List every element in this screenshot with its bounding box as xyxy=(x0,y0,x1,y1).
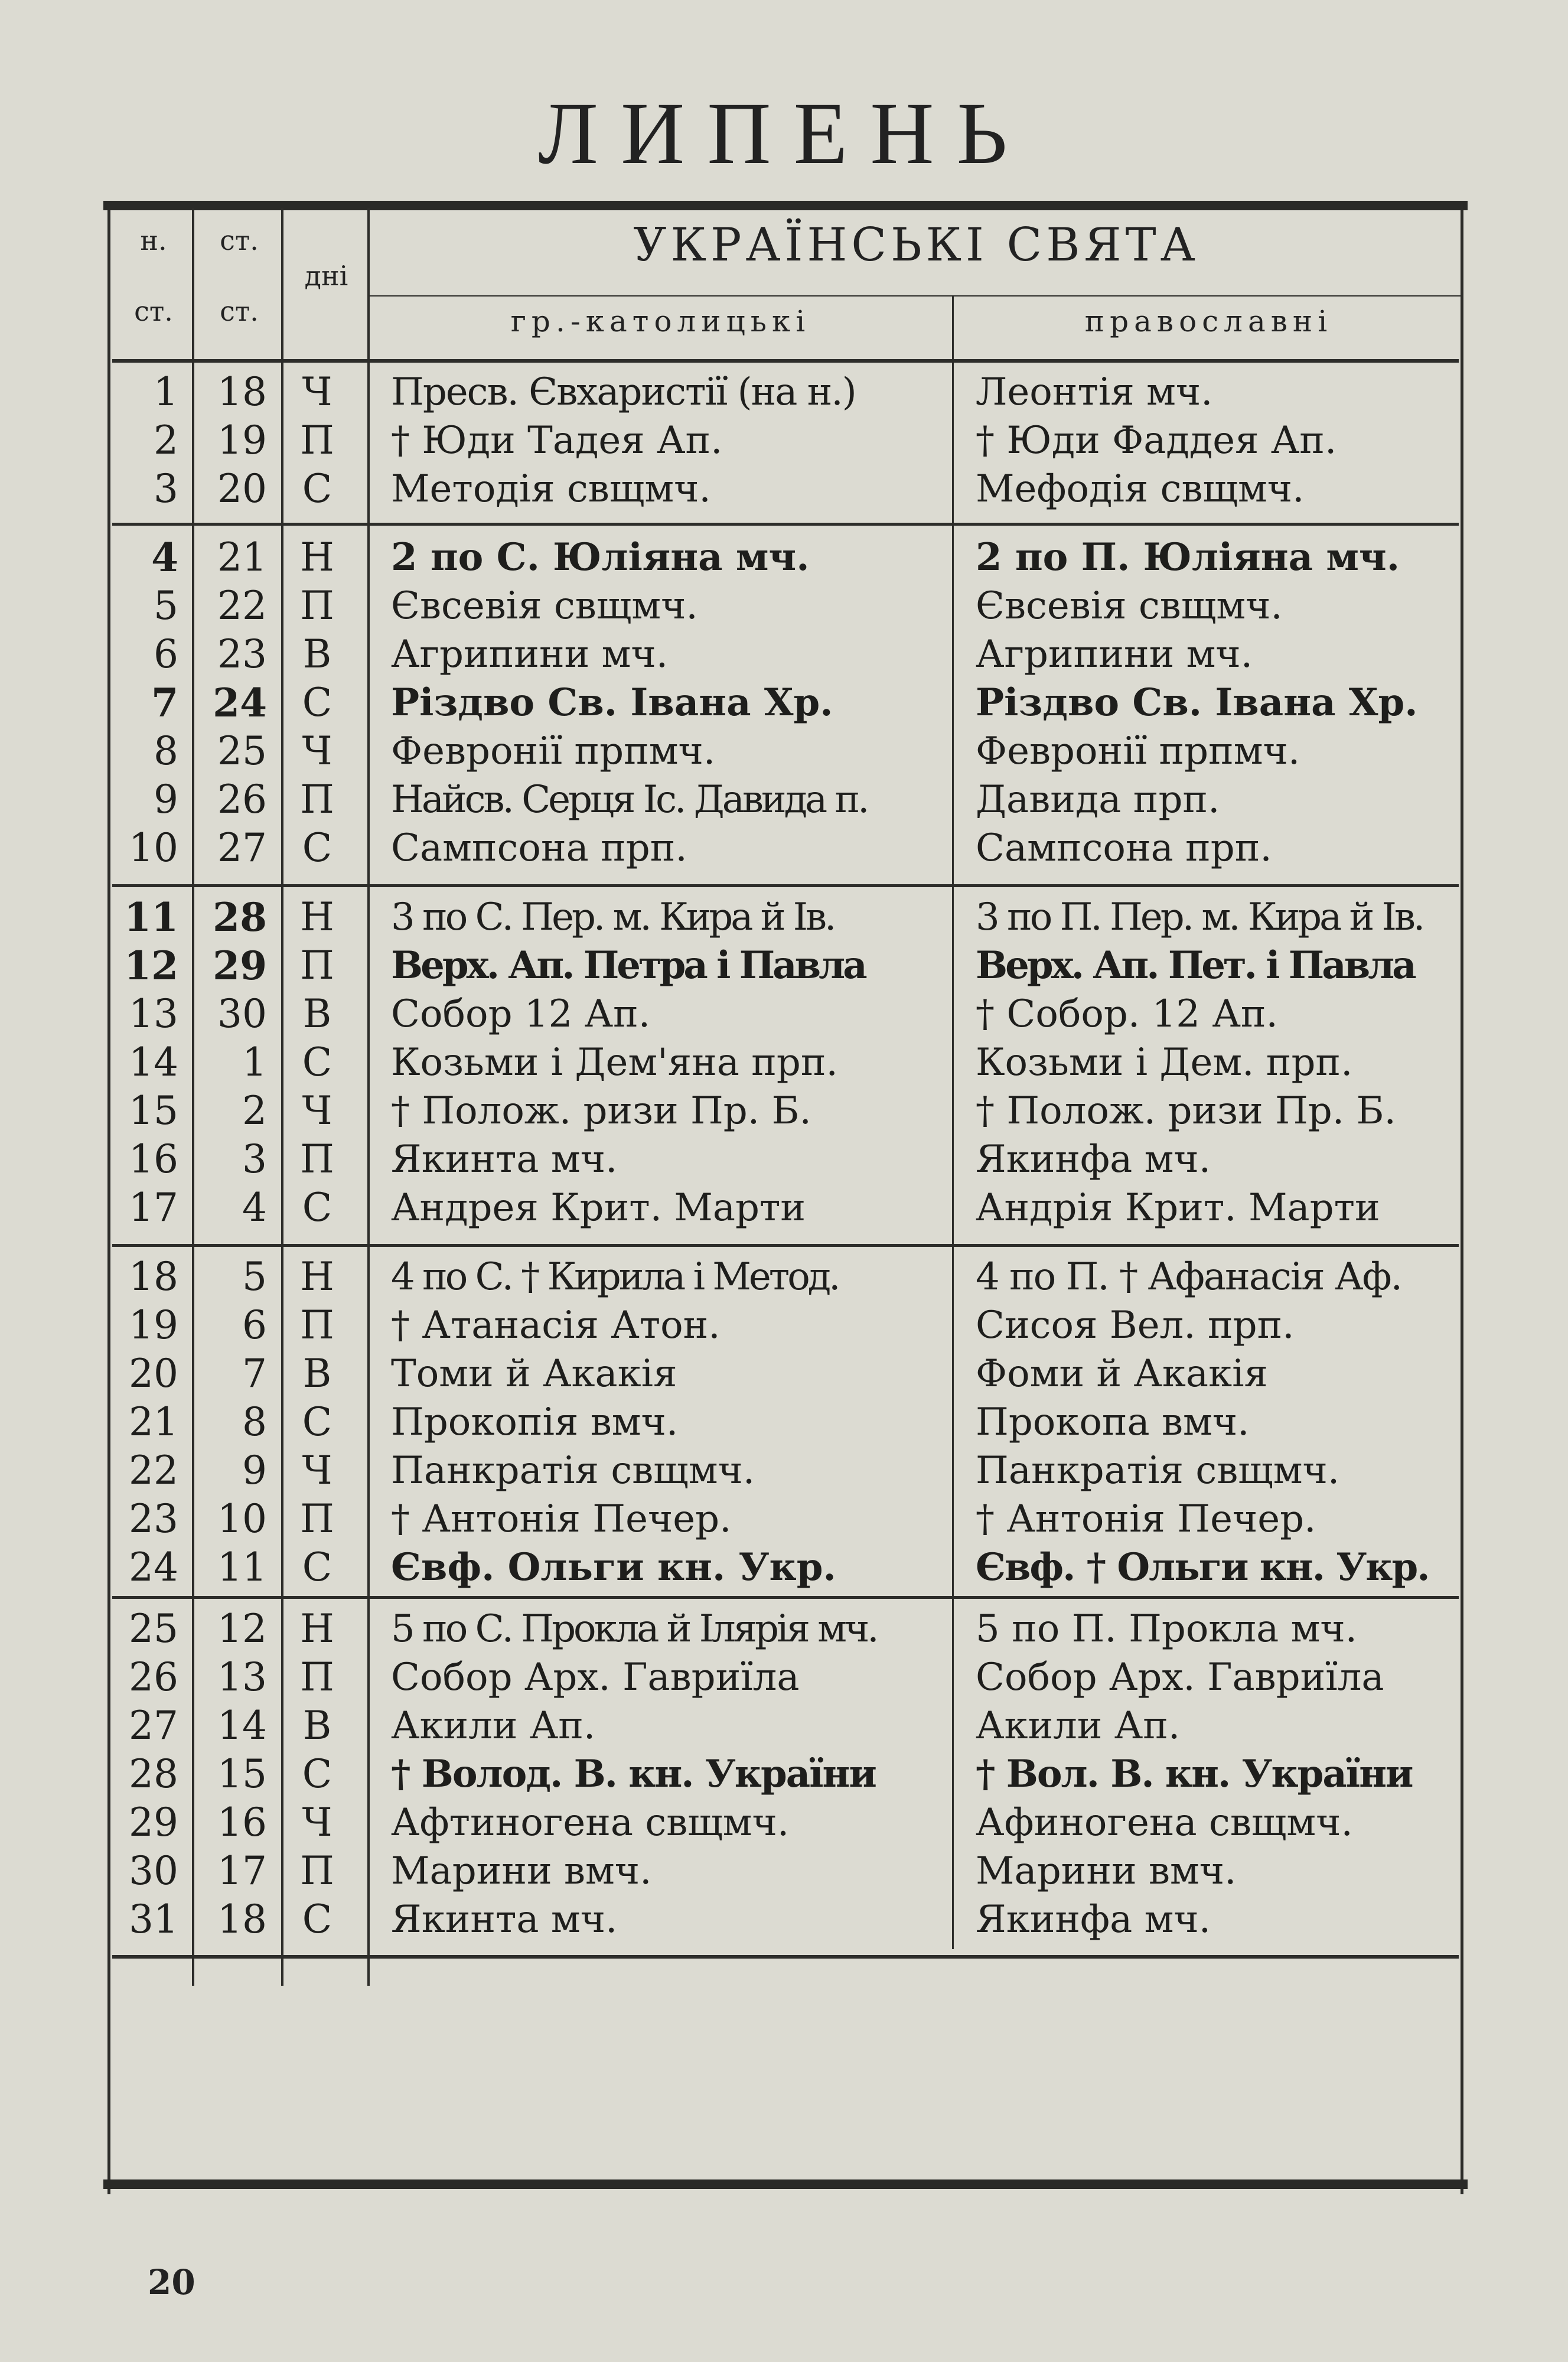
old-style-date: 22 xyxy=(217,583,267,628)
weekday: С xyxy=(302,1185,332,1230)
catholic-holiday: † Атанасія Атон. xyxy=(391,1304,721,1347)
month-title: ЛИПЕНЬ xyxy=(538,84,1030,183)
orthodox-holiday: Різдво Св. Івана Хр. xyxy=(976,680,1418,725)
new-style-date: 25 xyxy=(129,1606,178,1651)
catholic-holiday: Акили Ап. xyxy=(391,1704,596,1748)
old-style-date: 25 xyxy=(217,728,267,774)
weekday: С xyxy=(302,1399,332,1445)
orthodox-holiday: Верх. Ап. Пет. і Павла xyxy=(976,943,1414,988)
holidays-subrule xyxy=(369,295,1463,297)
old-style-date: 19 xyxy=(217,418,267,463)
old-style-date: 24 xyxy=(213,680,267,726)
table-row xyxy=(107,1495,1463,1543)
orthodox-holiday: † Юди Фаддея Ап. xyxy=(976,419,1337,462)
new-style-date: 15 xyxy=(129,1088,178,1133)
new-style-date: 12 xyxy=(124,943,178,989)
weekday: С xyxy=(302,1751,332,1797)
header-new-style-bottom: ст. xyxy=(134,295,173,327)
old-style-date: 7 xyxy=(242,1351,267,1396)
new-style-date: 24 xyxy=(129,1545,178,1590)
table-row xyxy=(107,1446,1463,1495)
orthodox-holiday: Андрія Крит. Марти xyxy=(976,1186,1380,1230)
weekday: П xyxy=(300,1136,334,1182)
table-row xyxy=(107,824,1463,872)
weekday: С xyxy=(302,466,332,512)
old-style-date: 23 xyxy=(217,631,267,677)
header-catholic: гр.-католицькі xyxy=(510,304,811,338)
catholic-holiday: Євф. Ольги кн. Укр. xyxy=(391,1545,836,1589)
catholic-holiday: † Антонія Печер. xyxy=(391,1497,732,1541)
catholic-holiday: Козьми і Дем'яна прп. xyxy=(391,1041,838,1084)
old-style-date: 9 xyxy=(242,1448,267,1493)
old-style-date: 26 xyxy=(217,777,267,822)
table-row xyxy=(107,1135,1463,1184)
new-style-date: 17 xyxy=(129,1185,178,1230)
table-row xyxy=(107,1038,1463,1087)
new-style-date: 22 xyxy=(129,1448,178,1493)
weekday: П xyxy=(300,1302,334,1348)
orthodox-holiday: Февронії прпмч. xyxy=(976,729,1300,773)
new-style-date: 7 xyxy=(151,680,178,726)
new-style-date: 6 xyxy=(154,631,178,677)
weekday: П xyxy=(300,777,334,822)
new-style-date: 11 xyxy=(124,894,178,940)
catholic-holiday: Євсевія свщмч. xyxy=(391,584,698,628)
table-row xyxy=(107,582,1463,630)
catholic-holiday: Верх. Ап. Петра і Павла xyxy=(391,943,865,988)
table-row xyxy=(107,893,1463,941)
old-style-date: 16 xyxy=(217,1800,267,1845)
catholic-holiday: Якинта мч. xyxy=(391,1138,618,1181)
table-row xyxy=(107,368,1463,416)
table-row xyxy=(107,1087,1463,1135)
old-style-date: 30 xyxy=(217,991,267,1037)
new-style-date: 23 xyxy=(129,1496,178,1542)
old-style-date: 15 xyxy=(217,1751,267,1797)
orthodox-holiday: Агрипини мч. xyxy=(976,633,1253,676)
table-row xyxy=(107,1750,1463,1799)
table-row xyxy=(107,776,1463,824)
old-style-date: 11 xyxy=(217,1545,267,1590)
header-orthodox: православні xyxy=(1084,304,1333,338)
orthodox-holiday: 2 по П. Юліяна мч. xyxy=(976,535,1400,579)
table-row xyxy=(107,1799,1463,1847)
catholic-holiday: Андрея Крит. Марти xyxy=(391,1186,806,1230)
weekday: П xyxy=(300,1496,334,1542)
week-separator xyxy=(112,884,1459,887)
orthodox-holiday: Акили Ап. xyxy=(976,1704,1181,1748)
new-style-date: 26 xyxy=(129,1654,178,1700)
new-style-date: 9 xyxy=(154,777,178,822)
catholic-holiday: Найсв. Серця Іс. Давида п. xyxy=(391,778,868,822)
weekday: Ч xyxy=(302,369,332,415)
orthodox-holiday: Марини вмч. xyxy=(976,1849,1237,1893)
header-days: дні xyxy=(304,260,348,292)
week-separator xyxy=(112,1244,1459,1247)
catholic-holiday: Агрипини мч. xyxy=(391,633,669,676)
weekday: С xyxy=(302,1545,332,1590)
table-row xyxy=(107,1184,1463,1232)
orthodox-holiday: Фоми й Акакія xyxy=(976,1352,1268,1396)
holidays-title: УКРАЇНСЬКІ СВЯТА xyxy=(633,219,1199,272)
table-row xyxy=(107,630,1463,679)
orthodox-holiday: Якинфа мч. xyxy=(976,1138,1211,1181)
new-style-date: 5 xyxy=(154,583,178,628)
old-style-date: 3 xyxy=(242,1136,267,1182)
orthodox-holiday: † Антонія Печер. xyxy=(976,1497,1316,1541)
catholic-holiday: 3 по С. Пер. м. Кира й Ів. xyxy=(391,895,834,939)
new-style-date: 3 xyxy=(154,466,178,512)
table-body-bottom-rule xyxy=(112,1955,1459,1959)
orthodox-holiday: Прокопа вмч. xyxy=(976,1400,1250,1444)
catholic-holiday: Якинта мч. xyxy=(391,1898,618,1941)
header-old-style-bottom: ст. xyxy=(220,295,259,327)
header-old-style-top: ст. xyxy=(220,224,259,256)
table-row xyxy=(107,1543,1463,1592)
weekday: Ч xyxy=(302,1800,332,1845)
table-row xyxy=(107,1350,1463,1398)
table-row xyxy=(107,727,1463,776)
new-style-date: 1 xyxy=(154,369,178,415)
weekday: Н xyxy=(300,1254,334,1299)
week-separator xyxy=(112,1596,1459,1599)
old-style-date: 18 xyxy=(217,1897,267,1942)
old-style-date: 18 xyxy=(217,369,267,415)
new-style-date: 19 xyxy=(129,1302,178,1348)
new-style-date: 18 xyxy=(129,1254,178,1299)
catholic-holiday: 5 по С. Прокла й Ілярія мч. xyxy=(391,1607,877,1651)
catholic-holiday: Февронії прпмч. xyxy=(391,729,716,773)
table-row xyxy=(107,941,1463,990)
catholic-holiday: Томи й Акакія xyxy=(391,1352,677,1396)
old-style-date: 5 xyxy=(242,1254,267,1299)
weekday: Ч xyxy=(302,728,332,774)
catholic-holiday: Різдво Св. Івана Хр. xyxy=(391,680,833,725)
catholic-holiday: 2 по С. Юліяна мч. xyxy=(391,535,810,579)
catholic-holiday: Собор Арх. Гавриїла xyxy=(391,1656,800,1699)
catholic-holiday: † Волод. В. кн. України xyxy=(391,1752,876,1796)
catholic-holiday: Марини вмч. xyxy=(391,1849,652,1893)
table-row xyxy=(107,1253,1463,1301)
new-style-date: 4 xyxy=(151,535,178,581)
catholic-holiday: Прокопія вмч. xyxy=(391,1400,679,1444)
old-style-date: 17 xyxy=(217,1848,267,1894)
table-row xyxy=(107,465,1463,513)
old-style-date: 12 xyxy=(217,1606,267,1651)
orthodox-holiday: † Собор. 12 Ап. xyxy=(976,992,1278,1036)
orthodox-holiday: 3 по П. Пер. м. Кира й Ів. xyxy=(976,895,1423,939)
orthodox-holiday: Євсевія свщмч. xyxy=(976,584,1283,628)
old-style-date: 27 xyxy=(217,825,267,871)
old-style-date: 10 xyxy=(217,1496,267,1542)
new-style-date: 30 xyxy=(129,1848,178,1894)
new-style-date: 16 xyxy=(129,1136,178,1182)
orthodox-holiday: Собор Арх. Гавриїла xyxy=(976,1656,1384,1699)
orthodox-holiday: 4 по П. † Афанасія Аф. xyxy=(976,1255,1401,1299)
catholic-holiday: Пресв. Євхаристії (на н.) xyxy=(391,370,856,414)
header-new-style-top: н. xyxy=(140,224,167,256)
catholic-holiday: 4 по С. † Кирила і Метод. xyxy=(391,1255,839,1299)
new-style-date: 31 xyxy=(129,1897,178,1942)
new-style-date: 14 xyxy=(129,1040,178,1085)
old-style-date: 29 xyxy=(213,943,267,989)
weekday: Н xyxy=(300,894,334,940)
orthodox-holiday: Козьми і Дем. прп. xyxy=(976,1041,1353,1084)
table-row xyxy=(107,533,1463,582)
weekday: В xyxy=(302,631,332,677)
orthodox-holiday: Євф. † Ольги кн. Укр. xyxy=(976,1545,1429,1589)
weekday: Н xyxy=(300,535,334,580)
old-style-date: 14 xyxy=(217,1703,267,1748)
weekday: С xyxy=(302,680,332,725)
table-row xyxy=(107,1895,1463,1944)
old-style-date: 6 xyxy=(242,1302,267,1348)
new-style-date: 28 xyxy=(129,1751,178,1797)
old-style-date: 2 xyxy=(242,1088,267,1133)
old-style-date: 21 xyxy=(217,535,267,580)
new-style-date: 21 xyxy=(129,1399,178,1445)
new-style-date: 29 xyxy=(129,1800,178,1845)
orthodox-holiday: Якинфа мч. xyxy=(976,1898,1211,1941)
orthodox-holiday: † Полож. ризи Пр. Б. xyxy=(976,1089,1396,1133)
old-style-date: 28 xyxy=(213,894,267,940)
weekday: С xyxy=(302,1040,332,1085)
old-style-date: 4 xyxy=(242,1185,267,1230)
old-style-date: 1 xyxy=(242,1040,267,1085)
weekday: С xyxy=(302,1897,332,1942)
new-style-date: 20 xyxy=(129,1351,178,1396)
orthodox-holiday: 5 по П. Прокла мч. xyxy=(976,1607,1357,1651)
old-style-date: 8 xyxy=(242,1399,267,1445)
weekday: П xyxy=(300,1848,334,1894)
new-style-date: 13 xyxy=(129,991,178,1037)
catholic-holiday: † Полож. ризи Пр. Б. xyxy=(391,1089,811,1133)
new-style-date: 2 xyxy=(154,418,178,463)
new-style-date: 27 xyxy=(129,1703,178,1748)
table-row xyxy=(107,1847,1463,1895)
weekday: Н xyxy=(300,1606,334,1651)
weekday: В xyxy=(302,991,332,1037)
catholic-holiday: Методія свщмч. xyxy=(391,467,711,511)
orthodox-holiday: Давида прп. xyxy=(976,778,1220,822)
catholic-holiday: Панкратія свщмч. xyxy=(391,1449,755,1493)
orthodox-holiday: Мефодія свщмч. xyxy=(976,467,1305,511)
weekday: П xyxy=(300,943,334,988)
table-row xyxy=(107,1653,1463,1702)
table-row xyxy=(107,1702,1463,1750)
header-bottom-rule xyxy=(112,359,1459,363)
weekday: П xyxy=(300,418,334,463)
weekday: В xyxy=(302,1703,332,1748)
new-style-date: 8 xyxy=(154,728,178,774)
catholic-holiday: † Юди Тадея Ап. xyxy=(391,419,723,462)
weekday: Ч xyxy=(302,1448,332,1493)
old-style-date: 13 xyxy=(217,1654,267,1700)
table-row xyxy=(107,990,1463,1038)
catholic-holiday: Собор 12 Ап. xyxy=(391,992,651,1036)
bottom-rule xyxy=(103,2179,1468,2189)
orthodox-holiday: Леонтія мч. xyxy=(976,370,1213,414)
page-number: 20 xyxy=(148,2262,195,2302)
orthodox-holiday: Афиногена свщмч. xyxy=(976,1801,1353,1845)
weekday: Ч xyxy=(302,1088,332,1133)
catholic-holiday: Сампсона прп. xyxy=(391,826,687,870)
orthodox-holiday: † Вол. В. кн. України xyxy=(976,1752,1413,1796)
old-style-date: 20 xyxy=(217,466,267,512)
table-row xyxy=(107,679,1463,727)
table-row xyxy=(107,1398,1463,1446)
weekday: В xyxy=(302,1351,332,1396)
new-style-date: 10 xyxy=(129,825,178,871)
table-row xyxy=(107,416,1463,465)
week-separator xyxy=(112,523,1459,526)
table-row xyxy=(107,1605,1463,1653)
catholic-holiday: Афтиногена свщмч. xyxy=(391,1801,790,1845)
table-row xyxy=(107,1301,1463,1350)
weekday: С xyxy=(302,825,332,871)
orthodox-holiday: Сисоя Вел. прп. xyxy=(976,1304,1295,1347)
weekday: П xyxy=(300,1654,334,1700)
orthodox-holiday: Сампсона прп. xyxy=(976,826,1272,870)
orthodox-holiday: Панкратія свщмч. xyxy=(976,1449,1340,1493)
weekday: П xyxy=(300,583,334,628)
